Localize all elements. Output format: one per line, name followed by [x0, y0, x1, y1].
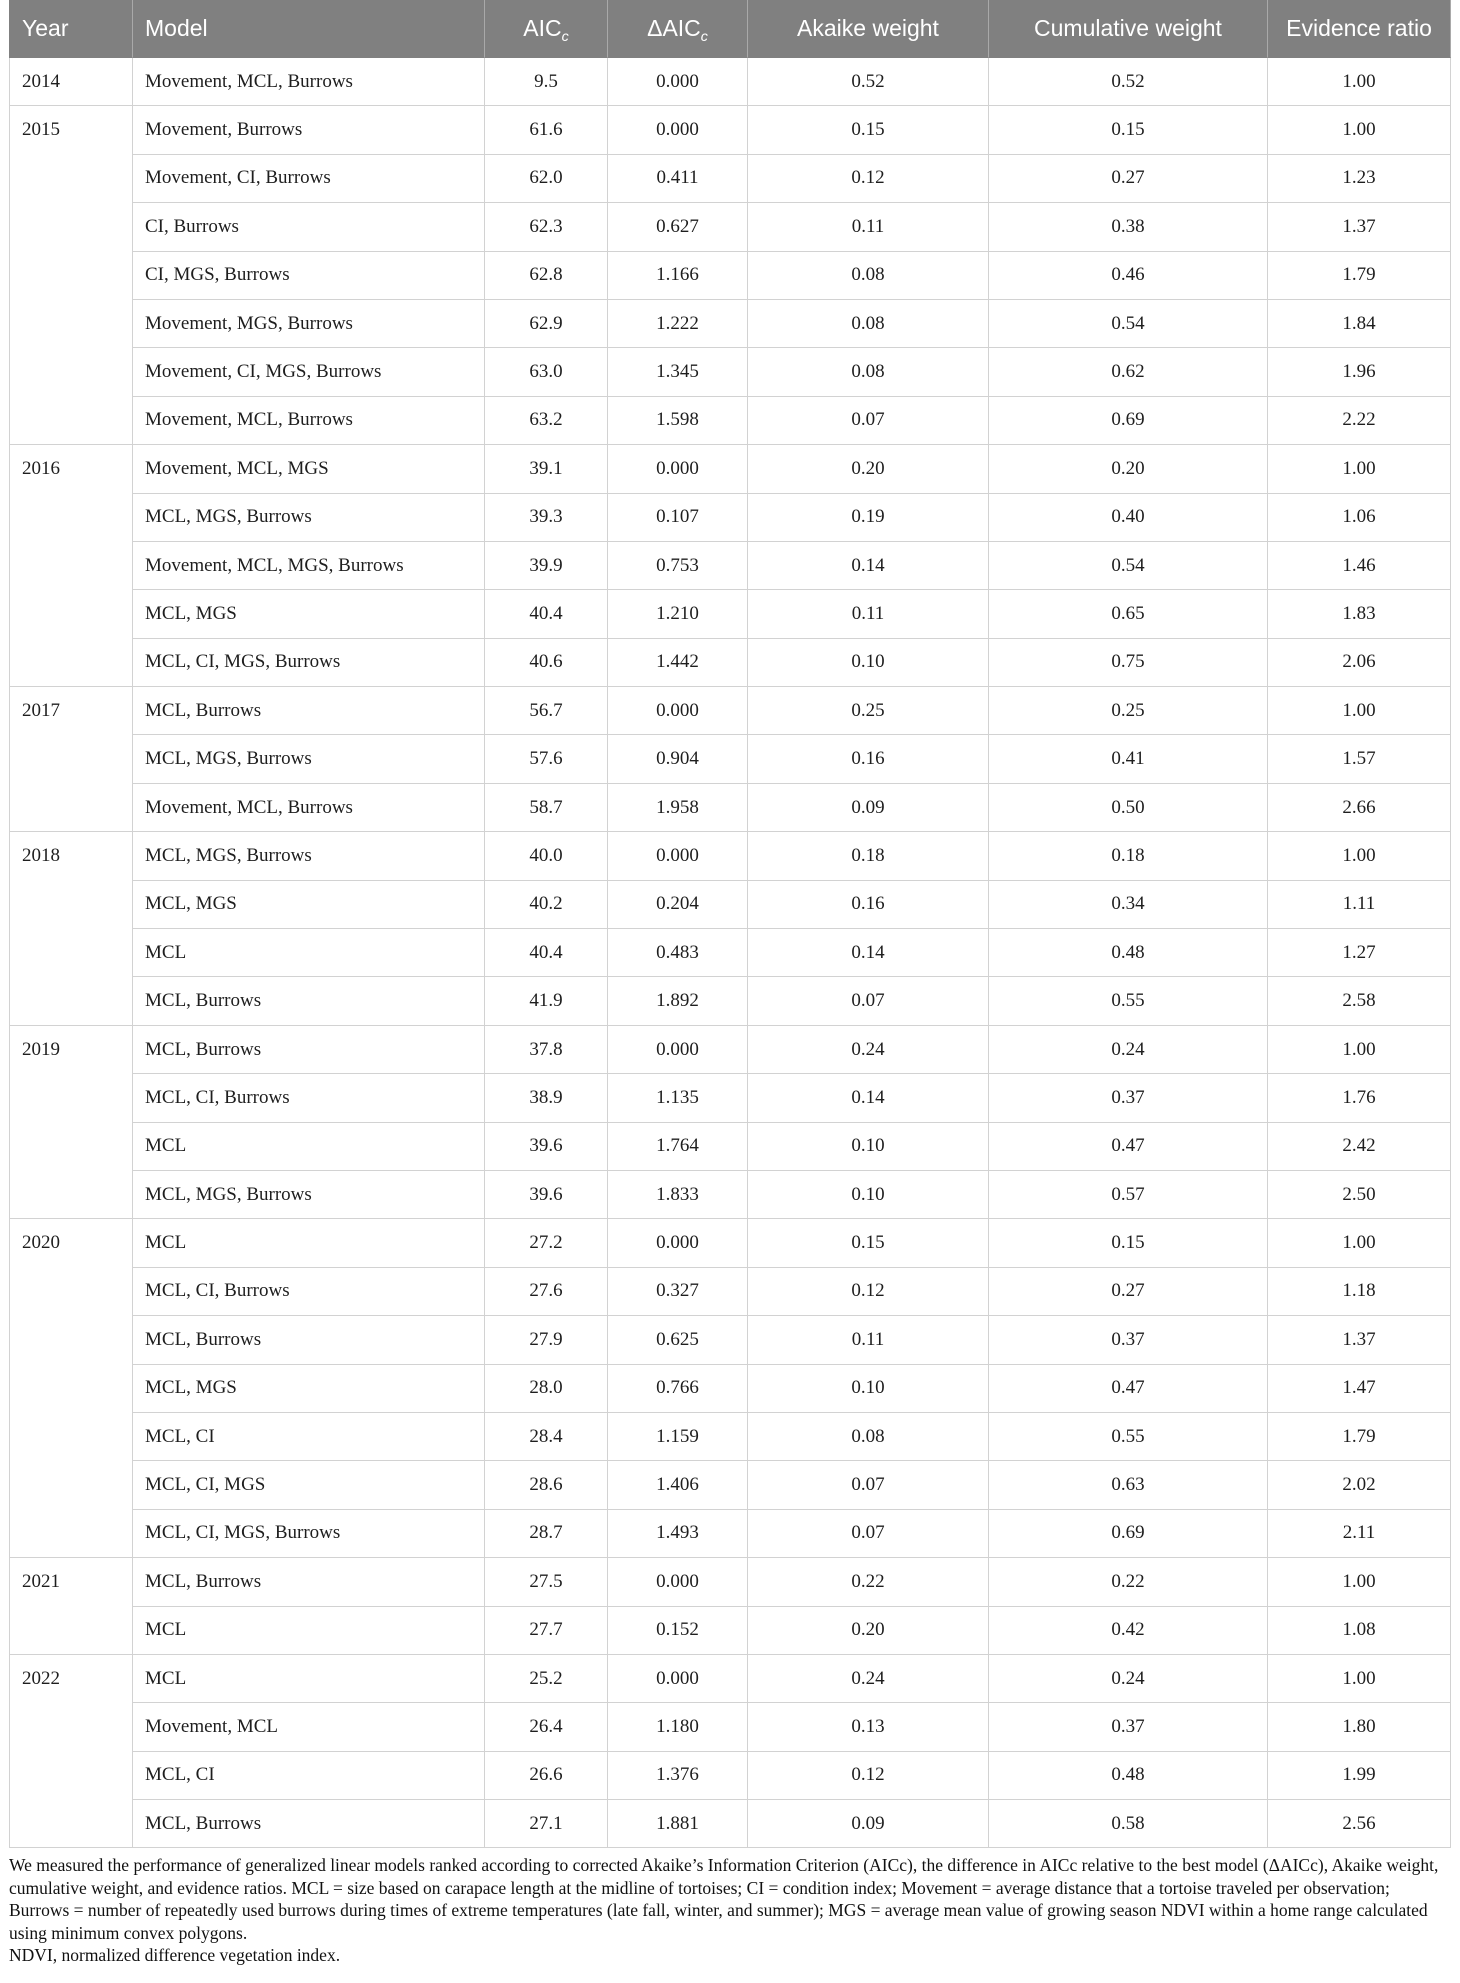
aicc-cell: 25.2 — [485, 1655, 608, 1703]
model-cell: Movement, MCL, Burrows — [133, 397, 485, 445]
year-cell: 2017 — [9, 687, 133, 832]
cumulative-weight-cell: 0.27 — [989, 1268, 1268, 1316]
model-cell: MCL, CI, Burrows — [133, 1268, 485, 1316]
delta-aicc-cell: 1.892 — [608, 977, 748, 1025]
akaike-weight-cell: 0.08 — [748, 252, 989, 300]
evidence-ratio-cell: 2.66 — [1268, 784, 1451, 832]
akaike-weight-cell: 0.19 — [748, 494, 989, 542]
aicc-cell: 27.7 — [485, 1607, 608, 1655]
cumulative-weight-cell: 0.52 — [989, 58, 1268, 106]
aicc-cell: 57.6 — [485, 735, 608, 783]
model-cell: MCL — [133, 1123, 485, 1171]
akaike-weight-cell: 0.08 — [748, 1413, 989, 1461]
evidence-ratio-cell: 2.58 — [1268, 977, 1451, 1025]
akaike-weight-cell: 0.15 — [748, 106, 989, 154]
model-cell: MCL, MGS, Burrows — [133, 735, 485, 783]
delta-aicc-cell: 1.442 — [608, 639, 748, 687]
aicc-cell: 37.8 — [485, 1026, 608, 1074]
model-cell: MCL, Burrows — [133, 687, 485, 735]
akaike-weight-cell: 0.22 — [748, 1558, 989, 1606]
cumulative-weight-cell: 0.55 — [989, 977, 1268, 1025]
akaike-weight-cell: 0.10 — [748, 639, 989, 687]
akaike-weight-cell: 0.10 — [748, 1123, 989, 1171]
cumulative-weight-cell: 0.15 — [989, 1219, 1268, 1267]
akaike-weight-cell: 0.52 — [748, 58, 989, 106]
cumulative-weight-cell: 0.48 — [989, 1752, 1268, 1800]
aicc-cell: 39.6 — [485, 1171, 608, 1219]
akaike-weight-cell: 0.16 — [748, 735, 989, 783]
cumulative-weight-cell: 0.75 — [989, 639, 1268, 687]
model-cell: MCL, CI, MGS, Burrows — [133, 1510, 485, 1558]
header-aicc — [485, 0, 608, 58]
delta-aicc-cell: 1.958 — [608, 784, 748, 832]
evidence-ratio-cell: 1.46 — [1268, 542, 1451, 590]
aicc-cell: 40.0 — [485, 832, 608, 880]
evidence-ratio-cell: 2.22 — [1268, 397, 1451, 445]
aicc-cell: 9.5 — [485, 58, 608, 106]
model-cell: MCL, MGS — [133, 1365, 485, 1413]
akaike-weight-cell: 0.15 — [748, 1219, 989, 1267]
model-cell: MCL, MGS, Burrows — [133, 1171, 485, 1219]
model-cell: MCL, Burrows — [133, 1316, 485, 1364]
delta-aicc-cell: 0.000 — [608, 58, 748, 106]
model-cell: Movement, MCL, MGS, Burrows — [133, 542, 485, 590]
cumulative-weight-cell: 0.18 — [989, 832, 1268, 880]
year-cell: 2021 — [9, 1558, 133, 1655]
cumulative-weight-cell: 0.54 — [989, 542, 1268, 590]
akaike-weight-cell: 0.24 — [748, 1655, 989, 1703]
model-cell: MCL, CI, Burrows — [133, 1074, 485, 1122]
cumulative-weight-cell: 0.37 — [989, 1316, 1268, 1364]
evidence-ratio-cell: 1.18 — [1268, 1268, 1451, 1316]
akaike-weight-cell: 0.16 — [748, 881, 989, 929]
delta-aicc-cell: 0.625 — [608, 1316, 748, 1364]
delta-aicc-cell: 0.327 — [608, 1268, 748, 1316]
akaike-weight-cell: 0.20 — [748, 1607, 989, 1655]
akaike-weight-cell: 0.12 — [748, 1752, 989, 1800]
footnote-note: We measured the performance of generalized linear models ranked according to corrected Akaike’s Information Criterion (AICc), the difference in AICc relative to the best model (ΔAICc), Akaike weight, cumulative weight, and evidence ratios. MCL = size based on carapace length at the midline of tortoises; CI = condition index; Movement = average distance that a tortoise traveled per observation; Burrows = number of repeatedly used burrows during times of extreme temperatures (late fall, winter, and summer); MGS = average mean value of growing season NDVI within a home range calculated using minimum convex polygons. — [9, 1855, 1439, 1943]
delta-aicc-cell: 1.598 — [608, 397, 748, 445]
delta-aicc-cell: 0.107 — [608, 494, 748, 542]
evidence-ratio-cell: 1.06 — [1268, 494, 1451, 542]
header-model: Model — [133, 0, 485, 58]
model-cell: Movement, CI, MGS, Burrows — [133, 348, 485, 396]
delta-aicc-cell: 0.000 — [608, 687, 748, 735]
delta-aicc-cell: 1.406 — [608, 1461, 748, 1509]
year-cell: 2019 — [9, 1026, 133, 1220]
delta-aicc-cell: 0.483 — [608, 929, 748, 977]
table-figure — [9, 0, 1451, 1967]
year-cell: 2014 — [9, 58, 133, 106]
evidence-ratio-cell: 1.00 — [1268, 1558, 1451, 1606]
evidence-ratio-cell: 1.57 — [1268, 735, 1451, 783]
cumulative-weight-cell: 0.40 — [989, 494, 1268, 542]
cumulative-weight-cell: 0.27 — [989, 155, 1268, 203]
evidence-ratio-cell: 1.37 — [1268, 203, 1451, 251]
header-year: Year — [9, 0, 133, 58]
cumulative-weight-cell: 0.37 — [989, 1703, 1268, 1751]
akaike-weight-cell: 0.11 — [748, 1316, 989, 1364]
cumulative-weight-cell: 0.38 — [989, 203, 1268, 251]
akaike-weight-cell: 0.09 — [748, 1800, 989, 1848]
evidence-ratio-cell: 1.83 — [1268, 590, 1451, 638]
year-cell: 2022 — [9, 1655, 133, 1849]
delta-aicc-cell: 1.376 — [608, 1752, 748, 1800]
delta-aicc-cell: 0.000 — [608, 1219, 748, 1267]
header-delta-aicc-text — [647, 15, 708, 45]
aicc-cell: 62.0 — [485, 155, 608, 203]
aicc-cell: 63.2 — [485, 397, 608, 445]
evidence-ratio-cell: 1.00 — [1268, 1026, 1451, 1074]
aicc-cell: 27.9 — [485, 1316, 608, 1364]
results-table — [9, 0, 1451, 1848]
akaike-weight-cell: 0.13 — [748, 1703, 989, 1751]
model-cell: MCL, Burrows — [133, 1800, 485, 1848]
evidence-ratio-cell: 1.99 — [1268, 1752, 1451, 1800]
model-cell: MCL — [133, 1219, 485, 1267]
table-footnote — [9, 1848, 1451, 1967]
akaike-weight-cell: 0.24 — [748, 1026, 989, 1074]
delta-aicc-cell: 0.627 — [608, 203, 748, 251]
model-cell: MCL, CI — [133, 1752, 485, 1800]
akaike-weight-cell: 0.14 — [748, 1074, 989, 1122]
aicc-cell: 40.2 — [485, 881, 608, 929]
delta-aicc-cell: 1.135 — [608, 1074, 748, 1122]
aicc-cell: 27.1 — [485, 1800, 608, 1848]
delta-aicc-cell: 0.000 — [608, 1558, 748, 1606]
evidence-ratio-cell: 1.00 — [1268, 58, 1451, 106]
evidence-ratio-cell: 2.50 — [1268, 1171, 1451, 1219]
model-cell: Movement, CI, Burrows — [133, 155, 485, 203]
aicc-cell: 62.3 — [485, 203, 608, 251]
delta-aicc-cell: 0.000 — [608, 1655, 748, 1703]
aicc-cell: 61.6 — [485, 106, 608, 154]
akaike-weight-cell: 0.14 — [748, 929, 989, 977]
cumulative-weight-cell: 0.24 — [989, 1026, 1268, 1074]
akaike-weight-cell: 0.11 — [748, 590, 989, 638]
model-cell: MCL, CI, MGS — [133, 1461, 485, 1509]
evidence-ratio-cell: 1.00 — [1268, 687, 1451, 735]
delta-aicc-cell: 1.159 — [608, 1413, 748, 1461]
akaike-weight-cell: 0.07 — [748, 1510, 989, 1558]
model-cell: MCL, MGS — [133, 881, 485, 929]
model-cell: Movement, MCL, MGS — [133, 445, 485, 493]
aicc-cell: 39.1 — [485, 445, 608, 493]
aicc-cell: 28.7 — [485, 1510, 608, 1558]
model-cell: CI, Burrows — [133, 203, 485, 251]
model-cell: Movement, MCL, Burrows — [133, 784, 485, 832]
evidence-ratio-cell: 1.23 — [1268, 155, 1451, 203]
aicc-cell: 39.3 — [485, 494, 608, 542]
akaike-weight-cell: 0.25 — [748, 687, 989, 735]
delta-aicc-cell: 0.000 — [608, 1026, 748, 1074]
delta-aicc-cell: 1.833 — [608, 1171, 748, 1219]
evidence-ratio-cell: 2.02 — [1268, 1461, 1451, 1509]
akaike-weight-cell: 0.09 — [748, 784, 989, 832]
cumulative-weight-cell: 0.55 — [989, 1413, 1268, 1461]
aicc-cell: 62.8 — [485, 252, 608, 300]
evidence-ratio-cell: 2.42 — [1268, 1123, 1451, 1171]
header-aicc-label: AIC — [523, 15, 562, 41]
cumulative-weight-cell: 0.47 — [989, 1365, 1268, 1413]
cumulative-weight-cell: 0.50 — [989, 784, 1268, 832]
model-cell: MCL, MGS, Burrows — [133, 494, 485, 542]
aicc-cell: 26.4 — [485, 1703, 608, 1751]
year-cell: 2020 — [9, 1219, 133, 1558]
aicc-cell: 40.4 — [485, 590, 608, 638]
aicc-cell: 56.7 — [485, 687, 608, 735]
delta-aicc-cell: 0.204 — [608, 881, 748, 929]
cumulative-weight-cell: 0.54 — [989, 300, 1268, 348]
model-cell: MCL, MGS — [133, 590, 485, 638]
aicc-cell: 63.0 — [485, 348, 608, 396]
header-evidence-ratio: Evidence ratio — [1268, 0, 1451, 58]
akaike-weight-cell: 0.12 — [748, 155, 989, 203]
model-cell: MCL, Burrows — [133, 977, 485, 1025]
header-aicc-subscript: c — [561, 28, 569, 45]
header-cumulative-weight: Cumulative weight — [989, 0, 1268, 58]
cumulative-weight-cell: 0.22 — [989, 1558, 1268, 1606]
evidence-ratio-cell: 1.00 — [1268, 1655, 1451, 1703]
cumulative-weight-cell: 0.58 — [989, 1800, 1268, 1848]
model-cell: MCL — [133, 929, 485, 977]
year-cell: 2016 — [9, 445, 133, 687]
delta-aicc-cell: 0.152 — [608, 1607, 748, 1655]
cumulative-weight-cell: 0.34 — [989, 881, 1268, 929]
cumulative-weight-cell: 0.42 — [989, 1607, 1268, 1655]
model-cell: Movement, Burrows — [133, 106, 485, 154]
aicc-cell: 41.9 — [485, 977, 608, 1025]
delta-aicc-cell: 1.222 — [608, 300, 748, 348]
aicc-cell: 28.0 — [485, 1365, 608, 1413]
evidence-ratio-cell: 2.56 — [1268, 1800, 1451, 1848]
aicc-cell: 27.2 — [485, 1219, 608, 1267]
cumulative-weight-cell: 0.69 — [989, 397, 1268, 445]
aicc-cell: 28.4 — [485, 1413, 608, 1461]
akaike-weight-cell: 0.07 — [748, 977, 989, 1025]
aicc-cell: 39.6 — [485, 1123, 608, 1171]
aicc-cell: 38.9 — [485, 1074, 608, 1122]
aicc-cell: 28.6 — [485, 1461, 608, 1509]
delta-aicc-cell: 1.493 — [608, 1510, 748, 1558]
cumulative-weight-cell: 0.47 — [989, 1123, 1268, 1171]
cumulative-weight-cell: 0.20 — [989, 445, 1268, 493]
cumulative-weight-cell: 0.62 — [989, 348, 1268, 396]
model-cell: MCL, Burrows — [133, 1558, 485, 1606]
delta-aicc-cell: 0.904 — [608, 735, 748, 783]
aicc-cell: 40.6 — [485, 639, 608, 687]
model-cell: Movement, MCL, Burrows — [133, 58, 485, 106]
evidence-ratio-cell: 1.96 — [1268, 348, 1451, 396]
model-cell: Movement, MCL — [133, 1703, 485, 1751]
evidence-ratio-cell: 1.00 — [1268, 832, 1451, 880]
header-akaike-weight: Akaike weight — [748, 0, 989, 58]
delta-aicc-cell: 0.000 — [608, 445, 748, 493]
akaike-weight-cell: 0.08 — [748, 348, 989, 396]
akaike-weight-cell: 0.10 — [748, 1171, 989, 1219]
akaike-weight-cell: 0.12 — [748, 1268, 989, 1316]
evidence-ratio-cell: 1.00 — [1268, 1219, 1451, 1267]
cumulative-weight-cell: 0.41 — [989, 735, 1268, 783]
delta-aicc-cell: 1.764 — [608, 1123, 748, 1171]
evidence-ratio-cell: 2.11 — [1268, 1510, 1451, 1558]
evidence-ratio-cell: 1.76 — [1268, 1074, 1451, 1122]
aicc-cell: 27.6 — [485, 1268, 608, 1316]
year-cell: 2018 — [9, 832, 133, 1026]
cumulative-weight-cell: 0.15 — [989, 106, 1268, 154]
aicc-cell: 39.9 — [485, 542, 608, 590]
model-cell: MCL, MGS, Burrows — [133, 832, 485, 880]
delta-aicc-cell: 0.766 — [608, 1365, 748, 1413]
delta-aicc-cell: 1.166 — [608, 252, 748, 300]
model-cell: MCL, Burrows — [133, 1026, 485, 1074]
evidence-ratio-cell: 1.11 — [1268, 881, 1451, 929]
delta-aicc-cell: 0.411 — [608, 155, 748, 203]
aicc-cell: 62.9 — [485, 300, 608, 348]
evidence-ratio-cell: 1.79 — [1268, 1413, 1451, 1461]
aicc-cell: 26.6 — [485, 1752, 608, 1800]
cumulative-weight-cell: 0.65 — [989, 590, 1268, 638]
delta-aicc-cell: 1.345 — [608, 348, 748, 396]
model-cell: MCL, CI — [133, 1413, 485, 1461]
cumulative-weight-cell: 0.24 — [989, 1655, 1268, 1703]
model-cell: Movement, MGS, Burrows — [133, 300, 485, 348]
cumulative-weight-cell: 0.37 — [989, 1074, 1268, 1122]
evidence-ratio-cell: 1.37 — [1268, 1316, 1451, 1364]
header-delta-aicc-label: ΔAIC — [647, 15, 701, 41]
model-cell: MCL — [133, 1655, 485, 1703]
delta-aicc-cell: 0.000 — [608, 106, 748, 154]
evidence-ratio-cell: 1.47 — [1268, 1365, 1451, 1413]
evidence-ratio-cell: 1.80 — [1268, 1703, 1451, 1751]
delta-aicc-cell: 0.000 — [608, 832, 748, 880]
aicc-cell: 58.7 — [485, 784, 608, 832]
evidence-ratio-cell: 1.84 — [1268, 300, 1451, 348]
header-aicc-text — [523, 15, 569, 45]
akaike-weight-cell: 0.07 — [748, 1461, 989, 1509]
model-cell: MCL, CI, MGS, Burrows — [133, 639, 485, 687]
cumulative-weight-cell: 0.69 — [989, 1510, 1268, 1558]
delta-aicc-cell: 0.753 — [608, 542, 748, 590]
akaike-weight-cell: 0.14 — [748, 542, 989, 590]
cumulative-weight-cell: 0.63 — [989, 1461, 1268, 1509]
akaike-weight-cell: 0.20 — [748, 445, 989, 493]
evidence-ratio-cell: 1.79 — [1268, 252, 1451, 300]
cumulative-weight-cell: 0.46 — [989, 252, 1268, 300]
year-cell: 2015 — [9, 106, 133, 445]
aicc-cell: 27.5 — [485, 1558, 608, 1606]
evidence-ratio-cell: 1.27 — [1268, 929, 1451, 977]
delta-aicc-cell: 1.180 — [608, 1703, 748, 1751]
delta-aicc-cell: 1.881 — [608, 1800, 748, 1848]
akaike-weight-cell: 0.08 — [748, 300, 989, 348]
aicc-cell: 40.4 — [485, 929, 608, 977]
akaike-weight-cell: 0.07 — [748, 397, 989, 445]
akaike-weight-cell: 0.10 — [748, 1365, 989, 1413]
footnote-abbreviation: NDVI, normalized difference vegetation index. — [9, 1945, 341, 1966]
delta-aicc-cell: 1.210 — [608, 590, 748, 638]
cumulative-weight-cell: 0.25 — [989, 687, 1268, 735]
header-delta-aicc-subscript: c — [700, 28, 708, 45]
cumulative-weight-cell: 0.48 — [989, 929, 1268, 977]
model-cell: CI, MGS, Burrows — [133, 252, 485, 300]
evidence-ratio-cell: 1.08 — [1268, 1607, 1451, 1655]
header-delta-aicc — [608, 0, 748, 58]
akaike-weight-cell: 0.11 — [748, 203, 989, 251]
evidence-ratio-cell: 1.00 — [1268, 106, 1451, 154]
akaike-weight-cell: 0.18 — [748, 832, 989, 880]
model-cell: MCL — [133, 1607, 485, 1655]
evidence-ratio-cell: 2.06 — [1268, 639, 1451, 687]
cumulative-weight-cell: 0.57 — [989, 1171, 1268, 1219]
evidence-ratio-cell: 1.00 — [1268, 445, 1451, 493]
